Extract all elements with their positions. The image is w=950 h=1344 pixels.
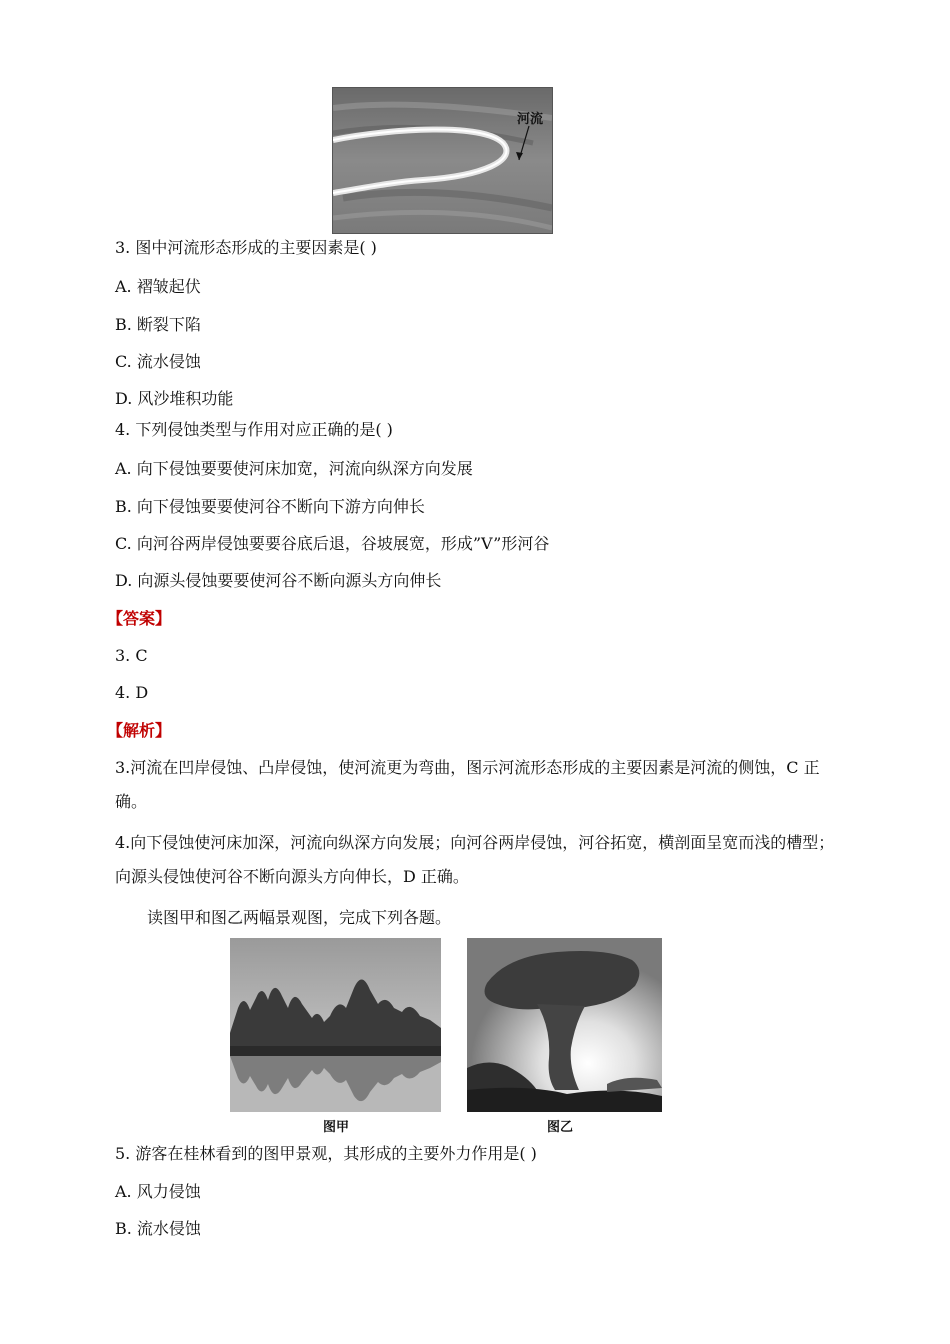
mushroom-rock-photo	[467, 938, 662, 1112]
q4-stem: 4. 下列侵蚀类型与作用对应正确的是( )	[115, 420, 393, 439]
caption-yi: 图乙	[547, 1120, 574, 1135]
q4-option-c: C. 向河谷两岸侵蚀要要谷底后退，谷坡展宽，形成”V”形河谷	[115, 534, 550, 553]
answer-3: 3. C	[115, 646, 148, 665]
q5-option-b: B. 流水侵蚀	[115, 1219, 201, 1238]
q5-option-a: A. 风力侵蚀	[115, 1182, 201, 1201]
answer-4: 4. D	[115, 683, 149, 702]
q4-option-d: D. 向源头侵蚀要要使河谷不断向源头方向伸长	[115, 571, 442, 590]
caption-jia: 图甲	[323, 1120, 350, 1135]
river-photo	[332, 87, 553, 234]
q4-option-a: A. 向下侵蚀要要使河床加宽，河流向纵深方向发展	[115, 459, 473, 478]
karst-photo-drawing	[230, 938, 441, 1112]
mushroom-rock-drawing	[467, 938, 662, 1112]
analysis-p3: 3.河流在凹岸侵蚀、凸岸侵蚀，使河流更为弯曲，图示河流形态形成的主要因素是河流的侧蚀，C 正确。	[115, 758, 820, 811]
q4-option-b: B. 向下侵蚀要要使河谷不断向下游方向伸长	[115, 497, 425, 516]
answer-heading: 【答案】	[107, 609, 172, 628]
analysis-p4: 4.向下侵蚀使河床加深，河流向纵深方向发展；向河谷两岸侵蚀，河谷拓宽，横剖面呈宽而浅的槽型；向源头侵蚀使河谷不断向源头方向伸长，D 正确。	[115, 833, 835, 886]
karst-photo	[230, 938, 441, 1112]
q3-option-c: C. 流水侵蚀	[115, 352, 201, 371]
q5-stem: 5. 游客在桂林看到的图甲景观，其形成的主要外力作用是( )	[115, 1144, 537, 1163]
river-label: 河流	[517, 112, 544, 127]
q3-option-d: D. 风沙堆积功能	[115, 389, 234, 408]
analysis-heading: 【解析】	[107, 721, 172, 740]
q3-stem: 3. 图中河流形态形成的主要因素是( )	[115, 238, 377, 257]
intro-text: 读图甲和图乙两幅景观图，完成下列各题。	[147, 908, 452, 927]
q3-option-a: A. 褶皱起伏	[115, 277, 201, 296]
q3-option-b: B. 断裂下陷	[115, 315, 201, 334]
